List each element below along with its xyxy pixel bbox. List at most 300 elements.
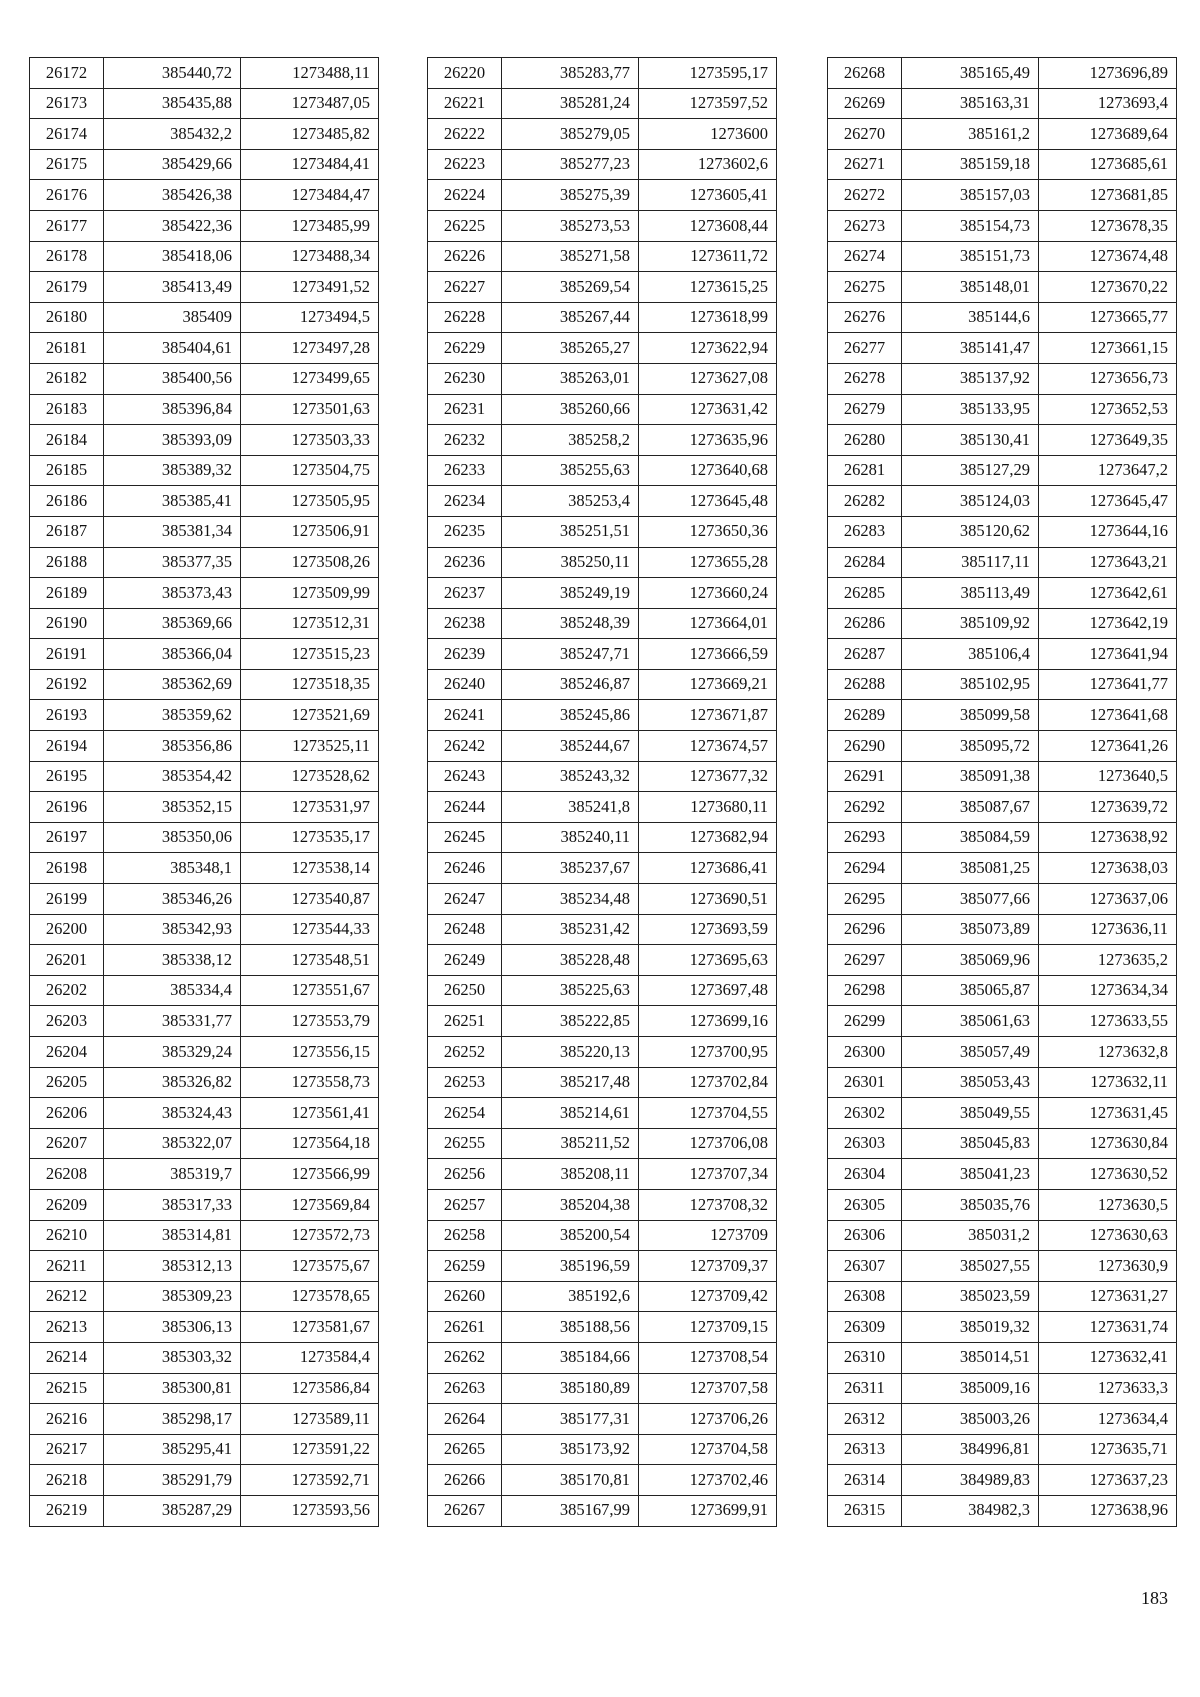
y-coordinate-cell: 1273652,53 <box>1039 394 1177 425</box>
table-row <box>828 1128 1177 1159</box>
table-row <box>30 700 379 731</box>
table-row <box>30 425 379 456</box>
point-id-cell: 26289 <box>828 700 902 731</box>
y-coordinate-cell: 1273632,41 <box>1039 1342 1177 1373</box>
point-id-cell: 26248 <box>428 914 502 945</box>
point-id-cell: 26291 <box>828 761 902 792</box>
table-row <box>828 1098 1177 1129</box>
y-coordinate-cell: 1273709,42 <box>639 1281 777 1312</box>
x-coordinate-cell: 385267,44 <box>502 302 639 333</box>
y-coordinate-cell: 1273660,24 <box>639 578 777 609</box>
table-row <box>828 731 1177 762</box>
table-row <box>828 149 1177 180</box>
x-coordinate-cell: 385148,01 <box>902 272 1039 303</box>
y-coordinate-cell: 1273685,61 <box>1039 149 1177 180</box>
y-coordinate-cell: 1273561,41 <box>241 1098 379 1129</box>
x-coordinate-cell: 385003,26 <box>902 1404 1039 1435</box>
point-id-cell: 26198 <box>30 853 104 884</box>
table-row <box>30 639 379 670</box>
point-id-cell: 26251 <box>428 1006 502 1037</box>
table-row <box>30 884 379 915</box>
table-row <box>828 119 1177 150</box>
x-coordinate-cell: 385429,66 <box>104 149 241 180</box>
table-row <box>30 1342 379 1373</box>
y-coordinate-cell: 1273641,26 <box>1039 731 1177 762</box>
table-row <box>828 914 1177 945</box>
table-row <box>30 1098 379 1129</box>
y-coordinate-cell: 1273528,62 <box>241 761 379 792</box>
table-row <box>828 945 1177 976</box>
x-coordinate-cell: 385250,11 <box>502 547 639 578</box>
table-body <box>428 58 777 1527</box>
x-coordinate-cell: 385222,85 <box>502 1006 639 1037</box>
x-coordinate-cell: 385237,67 <box>502 853 639 884</box>
y-coordinate-cell: 1273647,2 <box>1039 455 1177 486</box>
point-id-cell: 26265 <box>428 1434 502 1465</box>
table-row <box>428 1128 777 1159</box>
x-coordinate-cell: 385157,03 <box>902 180 1039 211</box>
table-row <box>828 1312 1177 1343</box>
point-id-cell: 26177 <box>30 210 104 241</box>
point-id-cell: 26172 <box>30 58 104 89</box>
table-row <box>828 1495 1177 1526</box>
table-row <box>428 88 777 119</box>
x-coordinate-cell: 385283,77 <box>502 58 639 89</box>
table-row <box>828 1465 1177 1496</box>
y-coordinate-cell: 1273695,63 <box>639 945 777 976</box>
y-coordinate-cell: 1273602,6 <box>639 149 777 180</box>
y-coordinate-cell: 1273600 <box>639 119 777 150</box>
y-coordinate-cell: 1273485,99 <box>241 210 379 241</box>
x-coordinate-cell: 385240,11 <box>502 822 639 853</box>
y-coordinate-cell: 1273644,16 <box>1039 516 1177 547</box>
x-coordinate-cell: 385300,81 <box>104 1373 241 1404</box>
table-row <box>30 1404 379 1435</box>
y-coordinate-cell: 1273636,11 <box>1039 914 1177 945</box>
x-coordinate-cell: 385217,48 <box>502 1067 639 1098</box>
y-coordinate-cell: 1273706,08 <box>639 1128 777 1159</box>
y-coordinate-cell: 1273669,21 <box>639 669 777 700</box>
point-id-cell: 26264 <box>428 1404 502 1435</box>
y-coordinate-cell: 1273487,05 <box>241 88 379 119</box>
table-row <box>828 210 1177 241</box>
x-coordinate-cell: 385396,84 <box>104 394 241 425</box>
table-row <box>428 914 777 945</box>
y-coordinate-cell: 1273491,52 <box>241 272 379 303</box>
y-coordinate-cell: 1273564,18 <box>241 1128 379 1159</box>
table-row <box>428 302 777 333</box>
y-coordinate-cell: 1273638,96 <box>1039 1495 1177 1526</box>
table-row <box>828 1434 1177 1465</box>
point-id-cell: 26237 <box>428 578 502 609</box>
y-coordinate-cell: 1273686,41 <box>639 853 777 884</box>
y-coordinate-cell: 1273707,34 <box>639 1159 777 1190</box>
table-row <box>428 1312 777 1343</box>
x-coordinate-cell: 385208,11 <box>502 1159 639 1190</box>
point-id-cell: 26223 <box>428 149 502 180</box>
y-coordinate-cell: 1273497,28 <box>241 333 379 364</box>
y-coordinate-cell: 1273581,67 <box>241 1312 379 1343</box>
table-row <box>428 1006 777 1037</box>
y-coordinate-cell: 1273655,28 <box>639 547 777 578</box>
point-id-cell: 26280 <box>828 425 902 456</box>
y-coordinate-cell: 1273591,22 <box>241 1434 379 1465</box>
y-coordinate-cell: 1273634,34 <box>1039 975 1177 1006</box>
y-coordinate-cell: 1273538,14 <box>241 853 379 884</box>
table-row <box>428 731 777 762</box>
point-id-cell: 26199 <box>30 884 104 915</box>
x-coordinate-cell: 385255,63 <box>502 455 639 486</box>
x-coordinate-cell: 385165,49 <box>902 58 1039 89</box>
table-row <box>428 761 777 792</box>
y-coordinate-cell: 1273630,84 <box>1039 1128 1177 1159</box>
table-row <box>828 1189 1177 1220</box>
y-coordinate-cell: 1273595,17 <box>639 58 777 89</box>
y-coordinate-cell: 1273633,55 <box>1039 1006 1177 1037</box>
x-coordinate-cell: 385225,63 <box>502 975 639 1006</box>
y-coordinate-cell: 1273645,47 <box>1039 486 1177 517</box>
x-coordinate-cell: 385426,38 <box>104 180 241 211</box>
table-row <box>428 425 777 456</box>
y-coordinate-cell: 1273664,01 <box>639 608 777 639</box>
x-coordinate-cell: 385338,12 <box>104 945 241 976</box>
x-coordinate-cell: 385291,79 <box>104 1465 241 1496</box>
x-coordinate-cell: 385200,54 <box>502 1220 639 1251</box>
table-row <box>30 945 379 976</box>
x-coordinate-cell: 385159,18 <box>902 149 1039 180</box>
coordinate-table-3 <box>827 57 1177 1527</box>
x-coordinate-cell: 385281,24 <box>502 88 639 119</box>
point-id-cell: 26224 <box>428 180 502 211</box>
x-coordinate-cell: 385244,67 <box>502 731 639 762</box>
table-row <box>30 210 379 241</box>
table-row <box>428 1342 777 1373</box>
x-coordinate-cell: 385319,7 <box>104 1159 241 1190</box>
point-id-cell: 26281 <box>828 455 902 486</box>
table-row <box>428 333 777 364</box>
x-coordinate-cell: 385440,72 <box>104 58 241 89</box>
x-coordinate-cell: 385366,04 <box>104 639 241 670</box>
x-coordinate-cell: 385275,39 <box>502 180 639 211</box>
y-coordinate-cell: 1273693,4 <box>1039 88 1177 119</box>
x-coordinate-cell: 385035,76 <box>902 1189 1039 1220</box>
y-coordinate-cell: 1273630,9 <box>1039 1251 1177 1282</box>
table-row <box>428 241 777 272</box>
x-coordinate-cell: 385393,09 <box>104 425 241 456</box>
y-coordinate-cell: 1273709,15 <box>639 1312 777 1343</box>
table-row <box>30 669 379 700</box>
x-coordinate-cell: 385188,56 <box>502 1312 639 1343</box>
point-id-cell: 26283 <box>828 516 902 547</box>
point-id-cell: 26262 <box>428 1342 502 1373</box>
table-row <box>828 455 1177 486</box>
point-id-cell: 26272 <box>828 180 902 211</box>
table-row <box>30 180 379 211</box>
x-coordinate-cell: 385170,81 <box>502 1465 639 1496</box>
point-id-cell: 26306 <box>828 1220 902 1251</box>
x-coordinate-cell: 385362,69 <box>104 669 241 700</box>
x-coordinate-cell: 385106,4 <box>902 639 1039 670</box>
point-id-cell: 26246 <box>428 853 502 884</box>
x-coordinate-cell: 385249,19 <box>502 578 639 609</box>
x-coordinate-cell: 385061,63 <box>902 1006 1039 1037</box>
y-coordinate-cell: 1273488,34 <box>241 241 379 272</box>
y-coordinate-cell: 1273515,23 <box>241 639 379 670</box>
y-coordinate-cell: 1273638,92 <box>1039 822 1177 853</box>
y-coordinate-cell: 1273618,99 <box>639 302 777 333</box>
table-row <box>428 363 777 394</box>
point-id-cell: 26218 <box>30 1465 104 1496</box>
y-coordinate-cell: 1273518,35 <box>241 669 379 700</box>
y-coordinate-cell: 1273696,89 <box>1039 58 1177 89</box>
x-coordinate-cell: 385377,35 <box>104 547 241 578</box>
x-coordinate-cell: 385027,55 <box>902 1251 1039 1282</box>
x-coordinate-cell: 385141,47 <box>902 333 1039 364</box>
point-id-cell: 26252 <box>428 1037 502 1068</box>
point-id-cell: 26290 <box>828 731 902 762</box>
point-id-cell: 26200 <box>30 914 104 945</box>
point-id-cell: 26178 <box>30 241 104 272</box>
table-row <box>428 1251 777 1282</box>
point-id-cell: 26259 <box>428 1251 502 1282</box>
y-coordinate-cell: 1273699,91 <box>639 1495 777 1526</box>
table-row <box>828 884 1177 915</box>
point-id-cell: 26244 <box>428 792 502 823</box>
table-row <box>30 792 379 823</box>
coordinate-table-2 <box>427 57 777 1527</box>
point-id-cell: 26240 <box>428 669 502 700</box>
y-coordinate-cell: 1273508,26 <box>241 547 379 578</box>
point-id-cell: 26231 <box>428 394 502 425</box>
table-row <box>30 853 379 884</box>
table-row <box>428 945 777 976</box>
table-row <box>828 1373 1177 1404</box>
y-coordinate-cell: 1273634,4 <box>1039 1404 1177 1435</box>
table-row <box>30 1434 379 1465</box>
table-row <box>30 1465 379 1496</box>
table-row <box>828 547 1177 578</box>
y-coordinate-cell: 1273708,54 <box>639 1342 777 1373</box>
y-coordinate-cell: 1273504,75 <box>241 455 379 486</box>
y-coordinate-cell: 1273484,47 <box>241 180 379 211</box>
table-row <box>30 1495 379 1526</box>
y-coordinate-cell: 1273572,73 <box>241 1220 379 1251</box>
point-id-cell: 26206 <box>30 1098 104 1129</box>
point-id-cell: 26243 <box>428 761 502 792</box>
table-row <box>428 822 777 853</box>
x-coordinate-cell: 385258,2 <box>502 425 639 456</box>
table-row <box>828 1342 1177 1373</box>
table-row <box>428 119 777 150</box>
point-id-cell: 26189 <box>30 578 104 609</box>
point-id-cell: 26275 <box>828 272 902 303</box>
table-row <box>428 669 777 700</box>
x-coordinate-cell: 385373,43 <box>104 578 241 609</box>
x-coordinate-cell: 385151,73 <box>902 241 1039 272</box>
point-id-cell: 26213 <box>30 1312 104 1343</box>
y-coordinate-cell: 1273637,23 <box>1039 1465 1177 1496</box>
y-coordinate-cell: 1273631,45 <box>1039 1098 1177 1129</box>
point-id-cell: 26295 <box>828 884 902 915</box>
table-row <box>828 58 1177 89</box>
point-id-cell: 26305 <box>828 1189 902 1220</box>
point-id-cell: 26175 <box>30 149 104 180</box>
x-coordinate-cell: 385091,38 <box>902 761 1039 792</box>
y-coordinate-cell: 1273630,63 <box>1039 1220 1177 1251</box>
point-id-cell: 26255 <box>428 1128 502 1159</box>
point-id-cell: 26234 <box>428 486 502 517</box>
point-id-cell: 26284 <box>828 547 902 578</box>
table-row <box>428 1404 777 1435</box>
x-coordinate-cell: 385065,87 <box>902 975 1039 1006</box>
point-id-cell: 26225 <box>428 210 502 241</box>
y-coordinate-cell: 1273575,67 <box>241 1251 379 1282</box>
table-row <box>30 1067 379 1098</box>
x-coordinate-cell: 385045,83 <box>902 1128 1039 1159</box>
x-coordinate-cell: 385422,36 <box>104 210 241 241</box>
y-coordinate-cell: 1273485,82 <box>241 119 379 150</box>
y-coordinate-cell: 1273650,36 <box>639 516 777 547</box>
x-coordinate-cell: 384982,3 <box>902 1495 1039 1526</box>
x-coordinate-cell: 385184,66 <box>502 1342 639 1373</box>
table-row <box>828 180 1177 211</box>
y-coordinate-cell: 1273649,35 <box>1039 425 1177 456</box>
y-coordinate-cell: 1273632,8 <box>1039 1037 1177 1068</box>
table-row <box>30 975 379 1006</box>
table-row <box>30 1006 379 1037</box>
table-row <box>828 669 1177 700</box>
x-coordinate-cell: 385053,43 <box>902 1067 1039 1098</box>
x-coordinate-cell: 385241,8 <box>502 792 639 823</box>
table-row <box>828 394 1177 425</box>
table-row <box>428 547 777 578</box>
y-coordinate-cell: 1273708,32 <box>639 1189 777 1220</box>
y-coordinate-cell: 1273680,11 <box>639 792 777 823</box>
point-id-cell: 26193 <box>30 700 104 731</box>
point-id-cell: 26191 <box>30 639 104 670</box>
x-coordinate-cell: 385163,31 <box>902 88 1039 119</box>
x-coordinate-cell: 385102,95 <box>902 669 1039 700</box>
x-coordinate-cell: 385127,29 <box>902 455 1039 486</box>
y-coordinate-cell: 1273674,57 <box>639 731 777 762</box>
table-row <box>828 363 1177 394</box>
point-id-cell: 26285 <box>828 578 902 609</box>
point-id-cell: 26298 <box>828 975 902 1006</box>
table-row <box>828 700 1177 731</box>
table-row <box>828 486 1177 517</box>
y-coordinate-cell: 1273681,85 <box>1039 180 1177 211</box>
table-row <box>30 731 379 762</box>
x-coordinate-cell: 385381,34 <box>104 516 241 547</box>
y-coordinate-cell: 1273671,87 <box>639 700 777 731</box>
point-id-cell: 26236 <box>428 547 502 578</box>
x-coordinate-cell: 385400,56 <box>104 363 241 394</box>
y-coordinate-cell: 1273641,77 <box>1039 669 1177 700</box>
y-coordinate-cell: 1273699,16 <box>639 1006 777 1037</box>
x-coordinate-cell: 385248,39 <box>502 608 639 639</box>
table-row <box>428 58 777 89</box>
y-coordinate-cell: 1273615,25 <box>639 272 777 303</box>
y-coordinate-cell: 1273632,11 <box>1039 1067 1177 1098</box>
x-coordinate-cell: 385312,13 <box>104 1251 241 1282</box>
point-id-cell: 26254 <box>428 1098 502 1129</box>
point-id-cell: 26232 <box>428 425 502 456</box>
point-id-cell: 26184 <box>30 425 104 456</box>
table-row <box>828 761 1177 792</box>
point-id-cell: 26257 <box>428 1189 502 1220</box>
x-coordinate-cell: 385246,87 <box>502 669 639 700</box>
point-id-cell: 26286 <box>828 608 902 639</box>
point-id-cell: 26201 <box>30 945 104 976</box>
point-id-cell: 26183 <box>30 394 104 425</box>
x-coordinate-cell: 385269,54 <box>502 272 639 303</box>
x-coordinate-cell: 385220,13 <box>502 1037 639 1068</box>
coordinate-table-1 <box>29 57 379 1527</box>
y-coordinate-cell: 1273631,74 <box>1039 1312 1177 1343</box>
y-coordinate-cell: 1273608,44 <box>639 210 777 241</box>
point-id-cell: 26229 <box>428 333 502 364</box>
x-coordinate-cell: 385234,48 <box>502 884 639 915</box>
table-row <box>428 455 777 486</box>
point-id-cell: 26258 <box>428 1220 502 1251</box>
y-coordinate-cell: 1273544,33 <box>241 914 379 945</box>
table-row <box>30 1251 379 1282</box>
point-id-cell: 26296 <box>828 914 902 945</box>
y-coordinate-cell: 1273640,68 <box>639 455 777 486</box>
point-id-cell: 26202 <box>30 975 104 1006</box>
point-id-cell: 26312 <box>828 1404 902 1435</box>
x-coordinate-cell: 385432,2 <box>104 119 241 150</box>
point-id-cell: 26211 <box>30 1251 104 1282</box>
point-id-cell: 26270 <box>828 119 902 150</box>
table-row <box>828 272 1177 303</box>
point-id-cell: 26221 <box>428 88 502 119</box>
point-id-cell: 26271 <box>828 149 902 180</box>
x-coordinate-cell: 385354,42 <box>104 761 241 792</box>
point-id-cell: 26274 <box>828 241 902 272</box>
x-coordinate-cell: 385081,25 <box>902 853 1039 884</box>
table-row <box>828 853 1177 884</box>
x-coordinate-cell: 385144,6 <box>902 302 1039 333</box>
table-row <box>428 149 777 180</box>
point-id-cell: 26241 <box>428 700 502 731</box>
x-coordinate-cell: 385418,06 <box>104 241 241 272</box>
point-id-cell: 26242 <box>428 731 502 762</box>
x-coordinate-cell: 385359,62 <box>104 700 241 731</box>
y-coordinate-cell: 1273488,11 <box>241 58 379 89</box>
table-row <box>428 1465 777 1496</box>
point-id-cell: 26181 <box>30 333 104 364</box>
x-coordinate-cell: 385137,92 <box>902 363 1039 394</box>
y-coordinate-cell: 1273484,41 <box>241 149 379 180</box>
point-id-cell: 26313 <box>828 1434 902 1465</box>
table-row <box>30 1037 379 1068</box>
x-coordinate-cell: 385069,96 <box>902 945 1039 976</box>
x-coordinate-cell: 385352,15 <box>104 792 241 823</box>
point-id-cell: 26216 <box>30 1404 104 1435</box>
point-id-cell: 26235 <box>428 516 502 547</box>
y-coordinate-cell: 1273689,64 <box>1039 119 1177 150</box>
x-coordinate-cell: 385303,32 <box>104 1342 241 1373</box>
table-row <box>428 1281 777 1312</box>
y-coordinate-cell: 1273635,71 <box>1039 1434 1177 1465</box>
table-row <box>428 210 777 241</box>
point-id-cell: 26249 <box>428 945 502 976</box>
point-id-cell: 26190 <box>30 608 104 639</box>
table-row <box>828 578 1177 609</box>
point-id-cell: 26299 <box>828 1006 902 1037</box>
y-coordinate-cell: 1273521,69 <box>241 700 379 731</box>
